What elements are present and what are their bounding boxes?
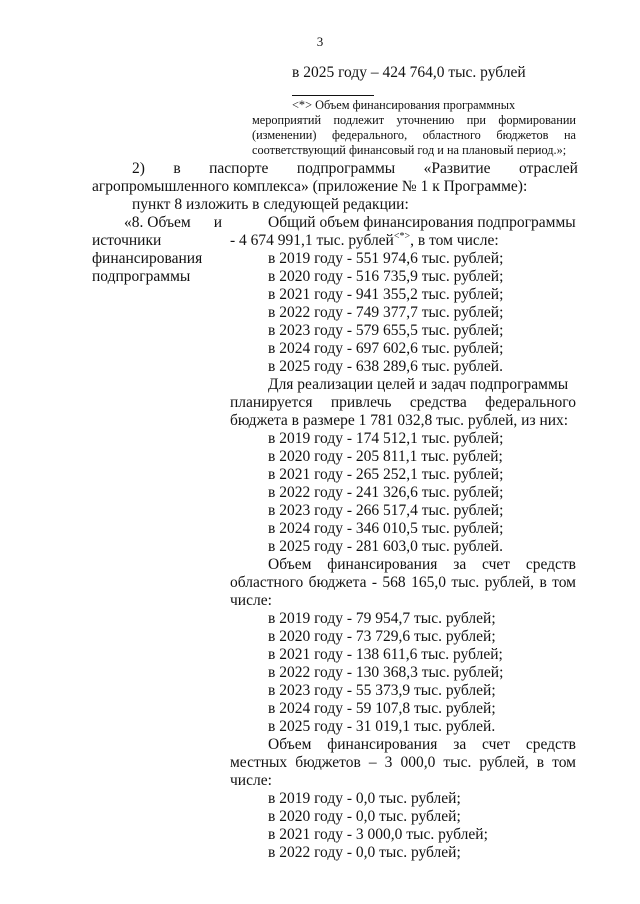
regional-year-2023: в 2023 году - 55 373,9 тыс. рублей; bbox=[268, 682, 496, 699]
left-col-line-2: источники bbox=[92, 232, 162, 249]
item2-word-d: «Развитие bbox=[423, 160, 491, 177]
total-year-2023: в 2023 году - 579 655,5 тыс. рублей; bbox=[268, 322, 504, 339]
item2-number: 2) bbox=[132, 160, 145, 177]
total-year-2025: в 2025 году - 638 289,6 тыс. рублей. bbox=[268, 358, 503, 375]
left-col-text-1b: и bbox=[213, 214, 222, 231]
total-line-2 bbox=[230, 232, 499, 249]
item2-word-e: отраслей bbox=[519, 160, 578, 177]
regional-year-2025: в 2025 году - 31 019,1 тыс. рублей. bbox=[268, 718, 496, 735]
item2-word-c: подпрограммы bbox=[296, 160, 396, 177]
federal-line-3: бюджета в размере 1 781 032,8 тыс. рублей, из них: bbox=[230, 412, 569, 429]
federal-line-2: планируется привлечь средства федерального bbox=[230, 394, 576, 411]
total-suffix: , в том числе: bbox=[410, 232, 499, 249]
left-col-text-1a: «8. Объем bbox=[124, 214, 191, 231]
local-year-2022: в 2022 году - 0,0 тыс. рублей; bbox=[268, 844, 461, 861]
federal-line-1: Для реализации целей и задач подпрограммы bbox=[268, 376, 569, 393]
left-col-line-3: финансирования bbox=[92, 250, 203, 267]
regional-year-2022: в 2022 году - 130 368,3 тыс. рублей; bbox=[268, 664, 504, 681]
total-year-2024: в 2024 году - 697 602,6 тыс. рублей; bbox=[268, 340, 504, 357]
item2-line-2: агропромышленного комплекса» (приложение № 1 к Программе): bbox=[92, 178, 528, 195]
local-line-1: Объем финансирования за счет средств bbox=[268, 736, 576, 753]
regional-year-2024: в 2024 году - 59 107,8 тыс. рублей; bbox=[268, 700, 496, 717]
federal-year-2022: в 2022 году - 241 326,6 тыс. рублей; bbox=[268, 484, 504, 501]
total-footnote-mark: <*> bbox=[393, 231, 411, 242]
left-col-line-4: подпрограммы bbox=[92, 268, 191, 285]
local-year-2019: в 2019 году - 0,0 тыс. рублей; bbox=[268, 790, 461, 807]
footnote-line-4: соответствующий финансовый год и на плановый период.»; bbox=[252, 143, 567, 157]
federal-year-2019: в 2019 году - 174 512,1 тыс. рублей; bbox=[268, 430, 504, 447]
local-line-2: местных бюджетов – 3 000,0 тыс. рублей, в том bbox=[230, 754, 576, 771]
item2-line-3: пункт 8 изложить в следующей редакции: bbox=[132, 196, 409, 213]
footnote-line-2: мероприятий подлежит уточнению при формировании bbox=[252, 113, 576, 127]
footnote-text-1: <*> Объем финансирования программных bbox=[292, 98, 516, 112]
footnote-line-3: (изменении) федерального, областного бюджетов на bbox=[252, 128, 576, 142]
item2-line-1 bbox=[92, 160, 578, 177]
local-year-2020: в 2020 году - 0,0 тыс. рублей; bbox=[268, 808, 461, 825]
total-year-2019: в 2019 году - 551 974,6 тыс. рублей; bbox=[268, 250, 504, 267]
regional-line-2: областного бюджета - 568 165,0 тыс. рублей, в том bbox=[230, 574, 576, 591]
federal-year-2020: в 2020 году - 205 811,1 тыс. рублей; bbox=[268, 448, 503, 465]
regional-line-1: Объем финансирования за счет средств bbox=[268, 556, 576, 573]
regional-line-3: числе: bbox=[230, 592, 272, 609]
total-year-2021: в 2021 году - 941 355,2 тыс. рублей; bbox=[268, 286, 504, 303]
local-year-2021: в 2021 году - 3 000,0 тыс. рублей; bbox=[268, 826, 488, 843]
federal-year-2021: в 2021 году - 265 252,1 тыс. рублей; bbox=[268, 466, 504, 483]
federal-year-2024: в 2024 году - 346 010,5 тыс. рублей; bbox=[268, 520, 504, 537]
item2-word-b: паспорте bbox=[209, 160, 269, 177]
total-year-2020: в 2020 году - 516 735,9 тыс. рублей; bbox=[268, 268, 504, 285]
footnote-line-1 bbox=[292, 98, 576, 113]
regional-year-2020: в 2020 году - 73 729,6 тыс. рублей; bbox=[268, 628, 496, 645]
item2-word-a: в bbox=[173, 160, 181, 177]
total-amount: - 4 674 991,1 тыс. рублей bbox=[230, 232, 394, 249]
regional-year-2021: в 2021 году - 138 611,6 тыс. рублей; bbox=[268, 646, 503, 663]
total-year-2022: в 2022 году - 749 377,7 тыс. рублей; bbox=[268, 304, 504, 321]
top-line: в 2025 году – 424 764,0 тыс. рублей bbox=[292, 64, 526, 81]
federal-year-2023: в 2023 году - 266 517,4 тыс. рублей; bbox=[268, 502, 504, 519]
page-number: 3 bbox=[316, 34, 324, 49]
local-line-3: числе: bbox=[230, 772, 272, 789]
footnote-divider bbox=[292, 95, 374, 96]
regional-year-2019: в 2019 году - 79 954,7 тыс. рублей; bbox=[268, 610, 496, 627]
total-line-1: Общий объем финансирования подпрограммы bbox=[268, 214, 576, 231]
federal-year-2025: в 2025 году - 281 603,0 тыс. рублей. bbox=[268, 538, 503, 555]
left-col-line-1 bbox=[124, 214, 222, 231]
